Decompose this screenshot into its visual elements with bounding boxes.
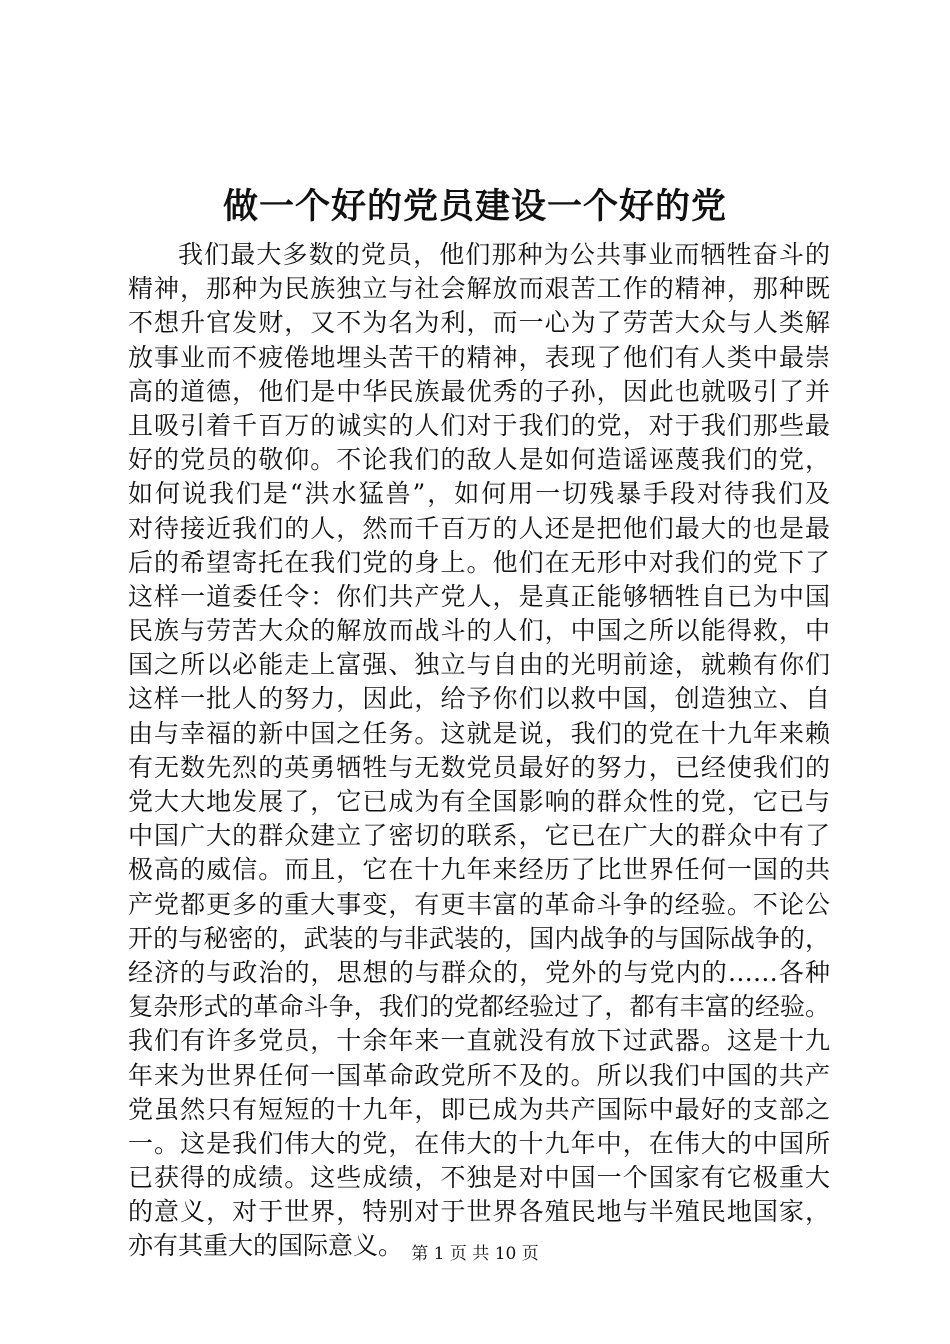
paragraph-line: 好的党员的敬仰。不论我们的敌人是如何造谣诬蔑我们的党，: [128, 445, 830, 475]
paragraph-line: 且吸引着千百万的诚实的人们对于我们的党，对于我们那些最: [128, 410, 830, 440]
paragraph-line: 这样一批人的努力，因此，给予你们以救中国，创造独立、自: [128, 684, 830, 714]
paragraph-line: 由与幸福的新中国之任务。这就是说，我们的党在十九年来赖: [128, 718, 830, 748]
paragraph-line: 民族与劳苦大众的解放而战斗的人们，中国之所以能得救，中: [128, 616, 830, 646]
paragraph-line: 对待接近我们的人，然而千百万的人还是把他们最大的也是最: [128, 513, 830, 543]
paragraph-line: 开的与秘密的，武装的与非武装的，国内战争的与国际战争的，: [128, 923, 830, 953]
paragraph-line: 我们最大多数的党员，他们那种为公共事业而牺牲奋斗的: [178, 240, 830, 269]
paragraph-line: 年来为世界任何一国革命政党所不及的。所以我们中国的共产: [128, 1060, 830, 1090]
paragraph-line: 不想升官发财，又不为名为利，而一心为了劳苦大众与人类解: [128, 308, 830, 338]
paragraph-line: 高的道德，他们是中华民族最优秀的子孙，因此也就吸引了并: [128, 376, 830, 406]
paragraph-line: 后的希望寄托在我们党的身上。他们在无形中对我们的党下了: [128, 547, 830, 577]
body-paragraph: [128, 238, 830, 1264]
paragraph-line: 国之所以必能走上富强、独立与自由的光明前途，就赖有你们: [128, 650, 830, 680]
paragraph-line: 我们有许多党员，十余年来一直就没有放下过武器。这是十九: [128, 1026, 830, 1056]
paragraph-line: 复杂形式的革命斗争，我们的党都经验过了，都有丰富的经验。: [128, 992, 830, 1022]
paragraph-line: 党虽然只有短短的十九年，即已成为共产国际中最好的支部之: [128, 1094, 830, 1124]
paragraph-line: 精神，那种为民族独立与社会解放而艰苦工作的精神，那种既: [128, 274, 830, 304]
paragraph-line: 党大大地发展了，它已成为有全国影响的群众性的党，它已与: [128, 787, 830, 816]
paragraph-line: 已获得的成绩。这些成绩，不独是对中国一个国家有它极重大: [128, 1163, 830, 1193]
paragraph-line: 亦有其重大的国际意义。: [128, 1231, 404, 1261]
paragraph-line: 如何说我们是“洪水猛兽”，如何用一切残暴手段对待我们及: [128, 479, 830, 509]
paragraph-line: 极高的威信。而且，它在十九年来经历了比世界任何一国的共: [128, 855, 830, 885]
paragraph-line: 一。这是我们伟大的党，在伟大的十九年中，在伟大的中国所: [128, 1128, 830, 1158]
document-title: 做一个好的党员建设一个好的党: [222, 186, 727, 227]
paragraph-line: 中国广大的群众建立了密切的联系，它已在广大的群众中有了: [128, 821, 830, 851]
paragraph-line: 的意义，对于世界，特别对于世界各殖民地与半殖民地国家，: [128, 1197, 830, 1227]
paragraph-line: 有无数先烈的英勇牺牲与无数党员最好的努力，已经使我们的: [128, 752, 830, 782]
paragraph-line: 这样一道委任令：你们共产党人，是真正能够牺牲自已为中国: [128, 581, 830, 611]
paragraph-line: 经济的与政治的，思想的与群众的，党外的与党内的……各种: [128, 957, 830, 987]
page-number-footer: 第 1 页 共 10 页: [411, 1244, 539, 1264]
paragraph-line: 放事业而不疲倦地埋头苦干的精神，表现了他们有人类中最崇: [128, 342, 830, 372]
paragraph-line: 产党都更多的重大事变，有更丰富的革命斗争的经验。不论公: [128, 889, 830, 919]
